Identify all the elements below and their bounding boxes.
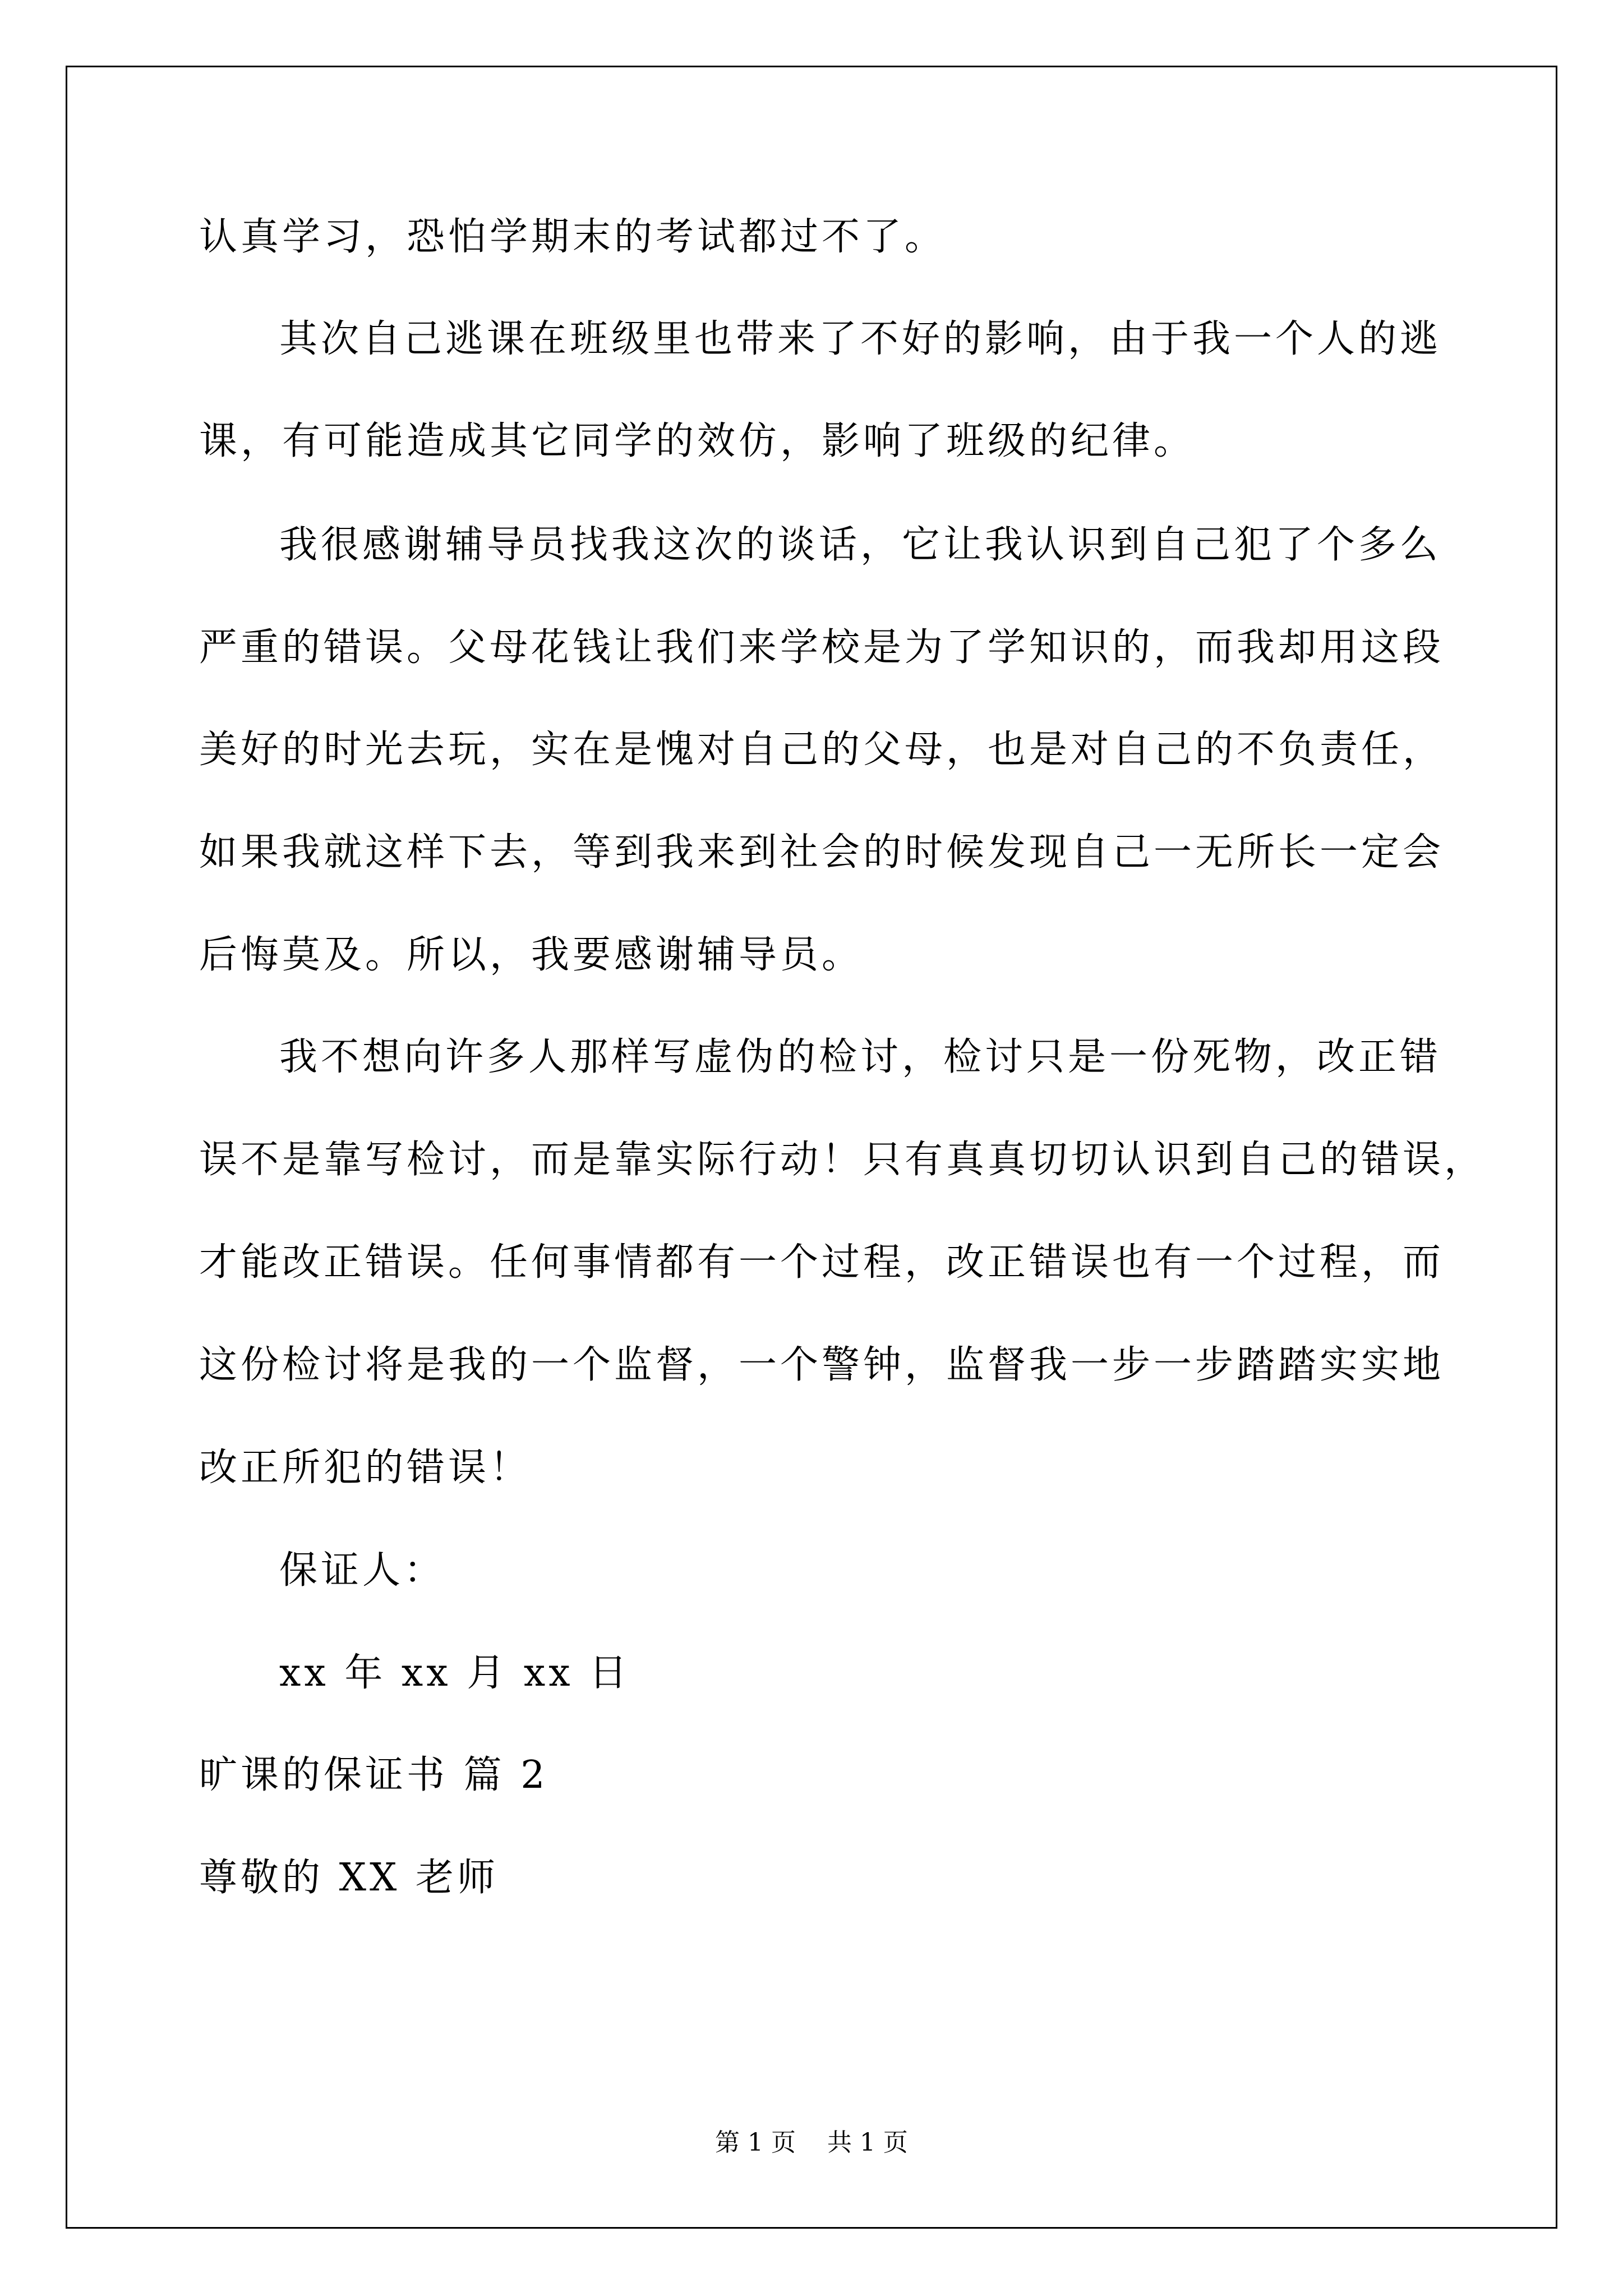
date-line: xx 年 xx 月 xx 日 [279, 1651, 631, 1695]
text-line: 后悔莫及。所以，我要感谢辅导员。 [199, 933, 864, 977]
section-heading: 旷课的保证书 篇 2 [199, 1753, 548, 1797]
text-line: 误不是靠写检讨，而是靠实际行动！只有真真切切认识到自己的错误， [199, 1138, 1486, 1182]
text-line: 才能改正错误。任何事情都有一个过程，改正错误也有一个过程，而 [199, 1240, 1445, 1285]
text-line: 如果我就这样下去，等到我来到社会的时候发现自己一无所长一定会 [199, 830, 1445, 875]
paragraph-start: 我很感谢辅导员找我这次的谈话，它让我认识到自己犯了个多么 [279, 523, 1442, 567]
text-line: 认真学习，恐怕学期末的考试都过不了。 [199, 215, 947, 259]
text-line: 课，有可能造成其它同学的效仿，影响了班级的纪律。 [199, 419, 1196, 463]
text-line: 改正所犯的错误！ [199, 1446, 532, 1490]
guarantor-label: 保证人： [279, 1548, 446, 1593]
text-line: 美好的时光去玩，实在是愧对自己的父母，也是对自己的不负责任， [199, 728, 1445, 772]
page-footer: 第 1 页 共 1 页 [715, 2128, 908, 2157]
text-line: 严重的错误。父母花钱让我们来学校是为了学知识的，而我却用这段 [199, 625, 1445, 670]
paragraph-start: 其次自己逃课在班级里也带来了不好的影响，由于我一个人的逃 [279, 317, 1442, 361]
paragraph-start: 我不想向许多人那样写虚伪的检讨，检讨只是一份死物，改正错 [279, 1035, 1442, 1079]
salutation: 尊敬的 XX 老师 [199, 1856, 499, 1900]
text-line: 这份检讨将是我的一个监督，一个警钟，监督我一步一步踏踏实实地 [199, 1343, 1445, 1387]
